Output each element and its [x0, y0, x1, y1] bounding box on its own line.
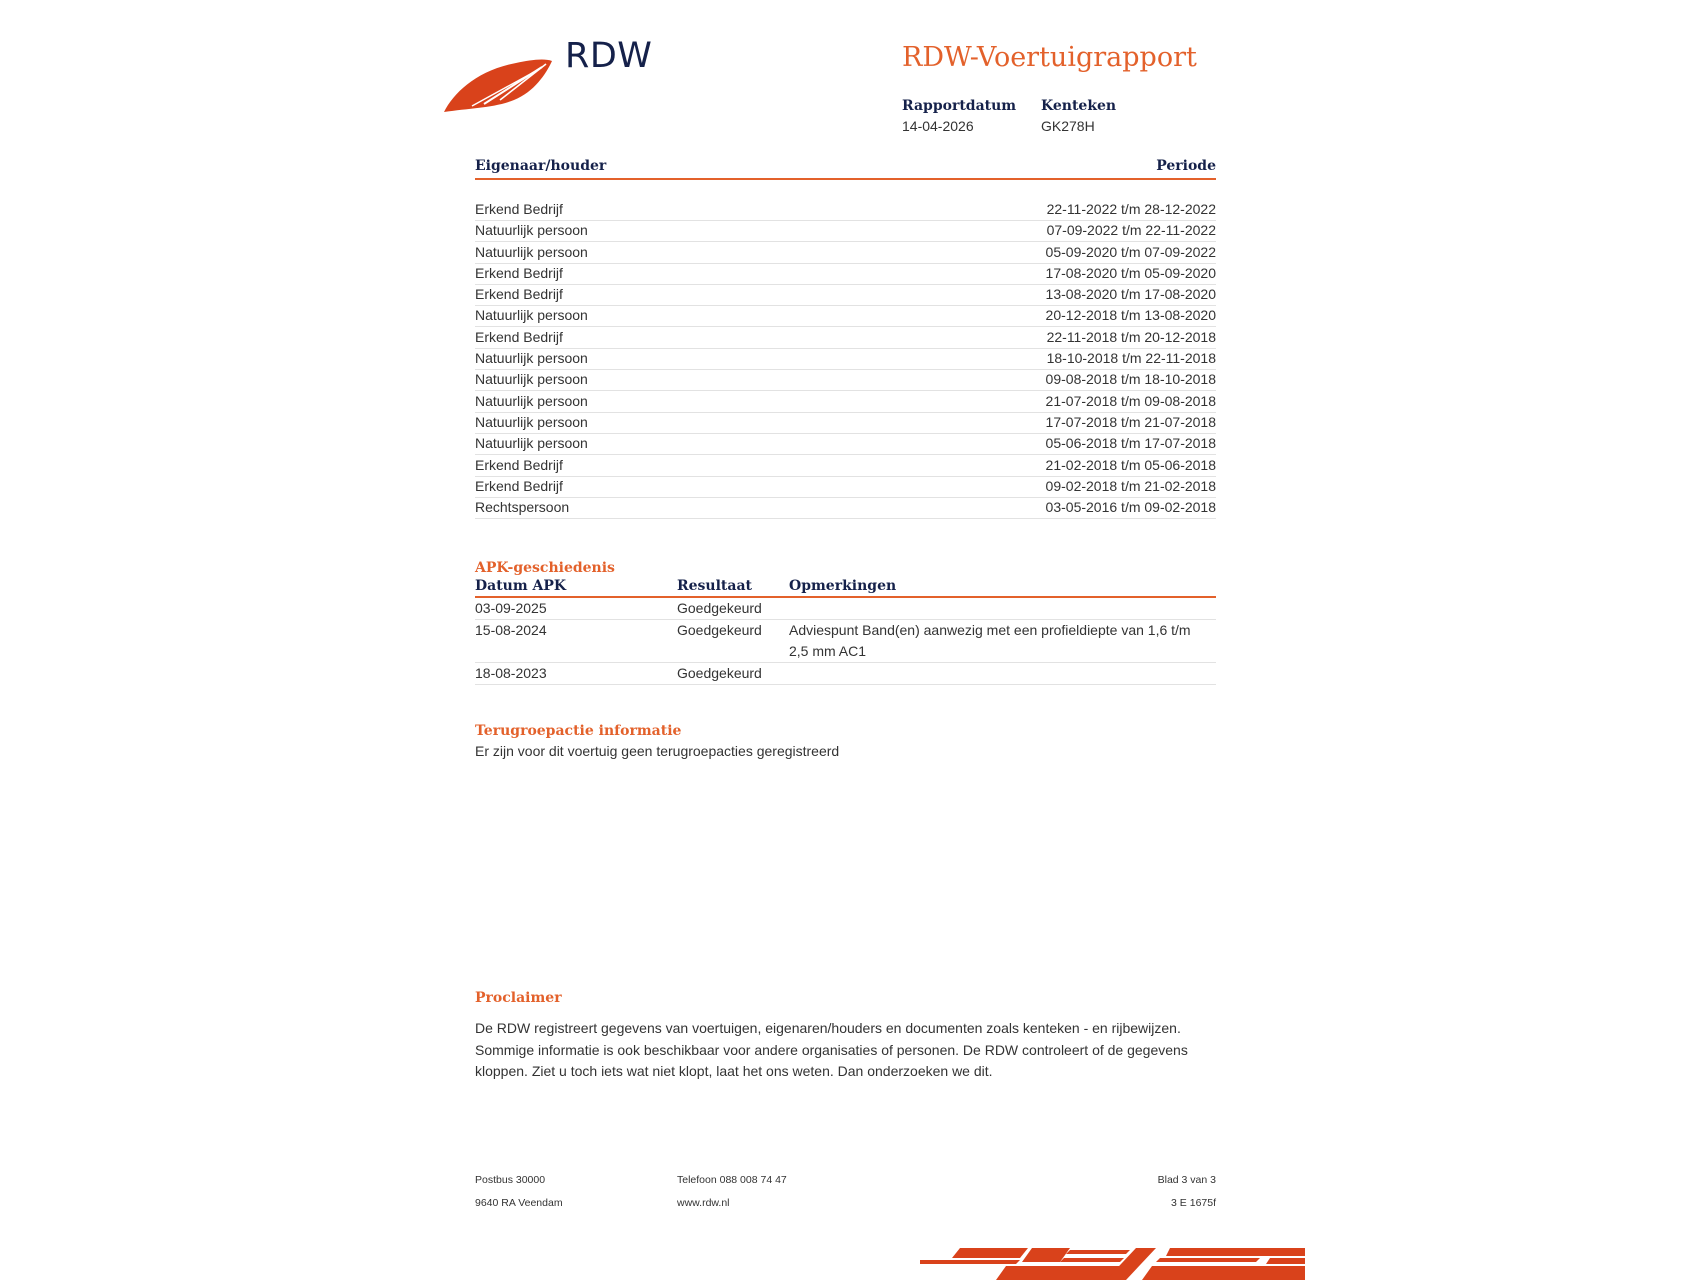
period-cell: 05-06-2018 t/m 17-07-2018	[1045, 435, 1216, 452]
apk-remarks-cell: Adviespunt Band(en) aanwezig met een profieldiepte van 1,6 t/m 2,5 mm AC1	[789, 622, 1191, 659]
table-row	[475, 328, 1216, 349]
table-row	[475, 598, 1216, 620]
apk-result-cell: Goedgekeurd	[677, 665, 762, 681]
period-cell: 17-08-2020 t/m 05-09-2020	[1045, 264, 1216, 281]
apk-date-cell: 03-09-2025	[475, 600, 547, 616]
period-cell: 22-11-2022 t/m 28-12-2022	[1046, 201, 1216, 217]
period-column-header: Periode	[1156, 158, 1216, 174]
report-date-value: 14-04-2026	[902, 118, 974, 134]
plate-label: Kenteken	[1041, 98, 1117, 114]
disclaimer-title: Proclaimer	[475, 990, 562, 1006]
owner-history-table	[475, 158, 1216, 519]
owner-column-header: Eigenaar/houder	[475, 158, 607, 174]
apk-table-header	[475, 578, 1216, 598]
recall-text: Er zijn voor dit voertuig geen terugroepacties geregistreerd	[475, 743, 840, 759]
owner-cell: Natuurlijk persoon	[475, 222, 588, 239]
apk-result-cell: Goedgekeurd	[677, 622, 762, 638]
rdw-wing-logo-icon	[444, 56, 552, 114]
period-cell: 21-02-2018 t/m 05-06-2018	[1045, 456, 1216, 473]
recall-section-title: Terugroepactie informatie	[475, 723, 682, 739]
table-row	[475, 221, 1216, 242]
table-row	[475, 285, 1216, 306]
plate-value: GK278H	[1041, 118, 1095, 134]
disclaimer-text: De RDW registreert gegevens van voertuigen, eigenaren/houders en documenten zoals kenteken - en rijbewijzen. Sommige informatie is ook beschikbaar voor andere organisaties of personen. De RDW controleert of de gegevens kloppen. Ziet u toch iets wat niet klopt, laat het ons weten. Dan onderzoeken we dit.	[475, 1020, 1188, 1079]
owner-cell: Erkend Bedrijf	[475, 477, 563, 494]
brand-name: RDW	[565, 36, 653, 76]
owner-cell: Erkend Bedrijf	[475, 456, 563, 473]
footer-code: 3 E 1675f	[1171, 1197, 1216, 1209]
owner-cell: Erkend Bedrijf	[475, 201, 563, 217]
footer-page-number: Blad 3 van 3	[1157, 1174, 1216, 1186]
apk-remarks-cell	[789, 598, 1216, 619]
footer-phone: Telefoon 088 008 74 47	[677, 1174, 787, 1186]
apk-date-cell: 18-08-2023	[475, 665, 547, 681]
table-row	[475, 620, 1216, 663]
apk-remarks-cell	[789, 663, 1216, 684]
table-row	[475, 264, 1216, 285]
owner-cell: Natuurlijk persoon	[475, 307, 588, 324]
table-row	[475, 498, 1216, 519]
table-row	[475, 456, 1216, 477]
table-row	[475, 392, 1216, 413]
owner-cell: Rechtspersoon	[475, 499, 570, 516]
period-cell: 09-08-2018 t/m 18-10-2018	[1045, 371, 1216, 388]
apk-date-cell: 15-08-2024	[475, 622, 547, 638]
recall-section	[475, 721, 1216, 761]
apk-result-column-header: Resultaat	[677, 578, 752, 594]
apk-date-column-header: Datum APK	[475, 578, 567, 594]
footer-postal: 9640 RA Veendam	[475, 1197, 563, 1209]
period-cell: 17-07-2018 t/m 21-07-2018	[1045, 413, 1216, 430]
apk-history-section	[475, 558, 1216, 685]
period-cell: 09-02-2018 t/m 21-02-2018	[1045, 477, 1216, 494]
table-row	[475, 663, 1216, 685]
period-cell: 05-09-2020 t/m 07-09-2022	[1045, 243, 1216, 260]
table-row	[475, 434, 1216, 455]
period-cell: 13-08-2020 t/m 17-08-2020	[1045, 286, 1216, 303]
owner-cell: Erkend Bedrijf	[475, 286, 563, 303]
period-cell: 22-11-2018 t/m 20-12-2018	[1046, 328, 1216, 345]
owner-cell: Natuurlijk persoon	[475, 243, 588, 260]
disclaimer-section	[475, 988, 1216, 1083]
table-row	[475, 477, 1216, 498]
apk-section-title: APK-geschiedenis	[475, 560, 615, 576]
owner-cell: Natuurlijk persoon	[475, 413, 588, 430]
report-date-label: Rapportdatum	[902, 98, 1017, 114]
table-row	[475, 306, 1216, 327]
table-row	[475, 370, 1216, 391]
table-row	[475, 413, 1216, 434]
owner-cell: Erkend Bedrijf	[475, 328, 563, 345]
owner-cell: Erkend Bedrijf	[475, 264, 563, 281]
footer-po-box: Postbus 30000	[475, 1174, 546, 1186]
footer-website[interactable]: www.rdw.nl	[677, 1197, 730, 1209]
owner-rows	[475, 200, 1216, 519]
owner-cell: Natuurlijk persoon	[475, 350, 588, 367]
period-cell: 18-10-2018 t/m 22-11-2018	[1046, 350, 1216, 367]
owner-table-header	[475, 158, 1216, 180]
period-cell: 07-09-2022 t/m 22-11-2022	[1046, 222, 1216, 239]
apk-result-cell: Goedgekeurd	[677, 600, 762, 616]
table-row	[475, 200, 1216, 221]
period-cell: 20-12-2018 t/m 13-08-2020	[1045, 307, 1216, 324]
apk-remarks-column-header: Opmerkingen	[789, 578, 897, 594]
period-cell: 03-05-2016 t/m 09-02-2018	[1045, 499, 1216, 516]
report-title: RDW-Voertuigrapport	[902, 42, 1197, 73]
table-row	[475, 349, 1216, 370]
owner-cell: Natuurlijk persoon	[475, 435, 588, 452]
period-cell: 21-07-2018 t/m 09-08-2018	[1045, 392, 1216, 409]
owner-cell: Natuurlijk persoon	[475, 392, 588, 409]
rdw-stripes-icon	[920, 1244, 1305, 1280]
table-row	[475, 243, 1216, 264]
owner-cell: Natuurlijk persoon	[475, 371, 588, 388]
